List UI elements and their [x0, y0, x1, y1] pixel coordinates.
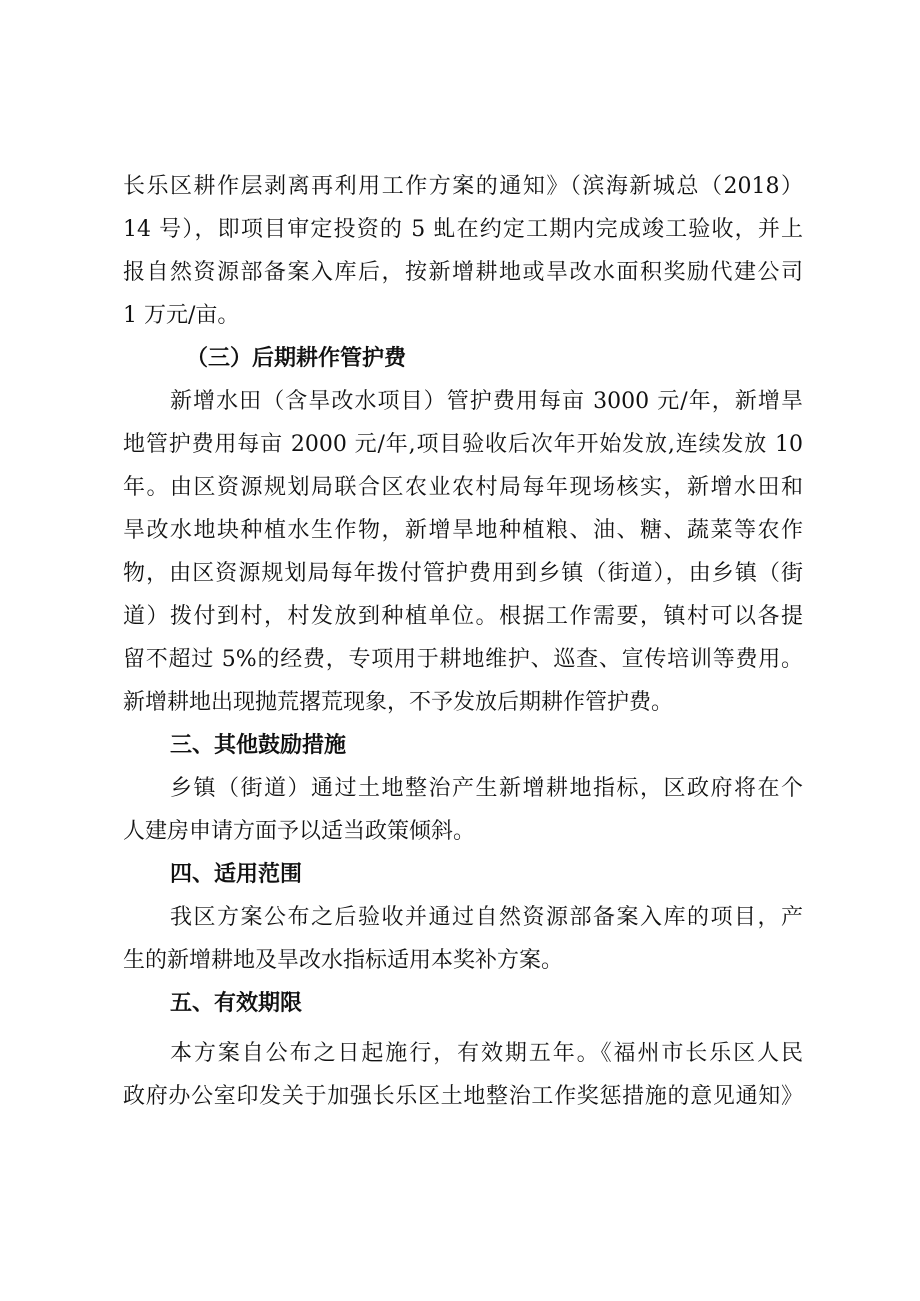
paragraph-line: 1 万元/亩。 [123, 303, 240, 328]
section-heading: 五、有效期限 [170, 991, 303, 1016]
paragraph-line: 留不超过 5%的经费，专项用于耕地维护、巡查、宣传培训等费用。 [123, 647, 803, 672]
paragraph-line: 旱改水地块种植水生作物，新增旱地种植粮、油、糖、蔬菜等农作 [123, 518, 803, 543]
paragraph-line: 道）拨付到村，村发放到种植单位。根据工作需要，镇村可以各提 [123, 604, 803, 629]
paragraph-line: 新增耕地出现抛荒撂荒现象，不予发放后期耕作管护费。 [123, 690, 674, 715]
paragraph-line: 年。由区资源规划局联合区农业农村局每年现场核实，新增水田和 [123, 475, 803, 500]
paragraph-line: 政府办公室印发关于加强长乐区土地整治工作奖惩措施的意见通知》 [123, 1084, 803, 1109]
paragraph-line: 地管护费用每亩 2000 元/年,项目验收后次年开始发放,连续发放 10 [123, 432, 803, 457]
paragraph-line: 物，由区资源规划局每年拨付管护费用到乡镇（街道），由乡镇（街 [123, 561, 803, 586]
paragraph-line: 本方案自公布之日起施行，有效期五年。《福州市长乐区人民 [170, 1041, 803, 1066]
paragraph-line: 报自然资源部备案入库后，按新增耕地或旱改水面积奖励代建公司 [123, 260, 803, 285]
section-subheading: （三）后期耕作管护费 [186, 346, 407, 371]
paragraph-line: 生的新增耕地及旱改水指标适用本奖补方案。 [123, 948, 564, 973]
paragraph-line: 我区方案公布之后验收并通过自然资源部备案入库的项目，产 [170, 905, 803, 930]
section-heading: 三、其他鼓励措施 [170, 733, 347, 758]
section-heading: 四、适用范围 [170, 862, 303, 887]
paragraph-line: 人建房申请方面予以适当政策倾斜。 [123, 819, 476, 844]
paragraph-line: 14 号），即项目审定投资的 5 虬在约定工期内完成竣工验收，并上 [123, 217, 803, 242]
paragraph-line: 新增水田（含旱改水项目）管护费用每亩 3000 元/年，新增旱 [170, 389, 803, 414]
paragraph-line: 长乐区耕作层剥离再利用工作方案的通知》（滨海新城总（2018） [123, 174, 803, 199]
paragraph-line: 乡镇（街道）通过土地整治产生新增耕地指标，区政府将在个 [170, 776, 803, 801]
